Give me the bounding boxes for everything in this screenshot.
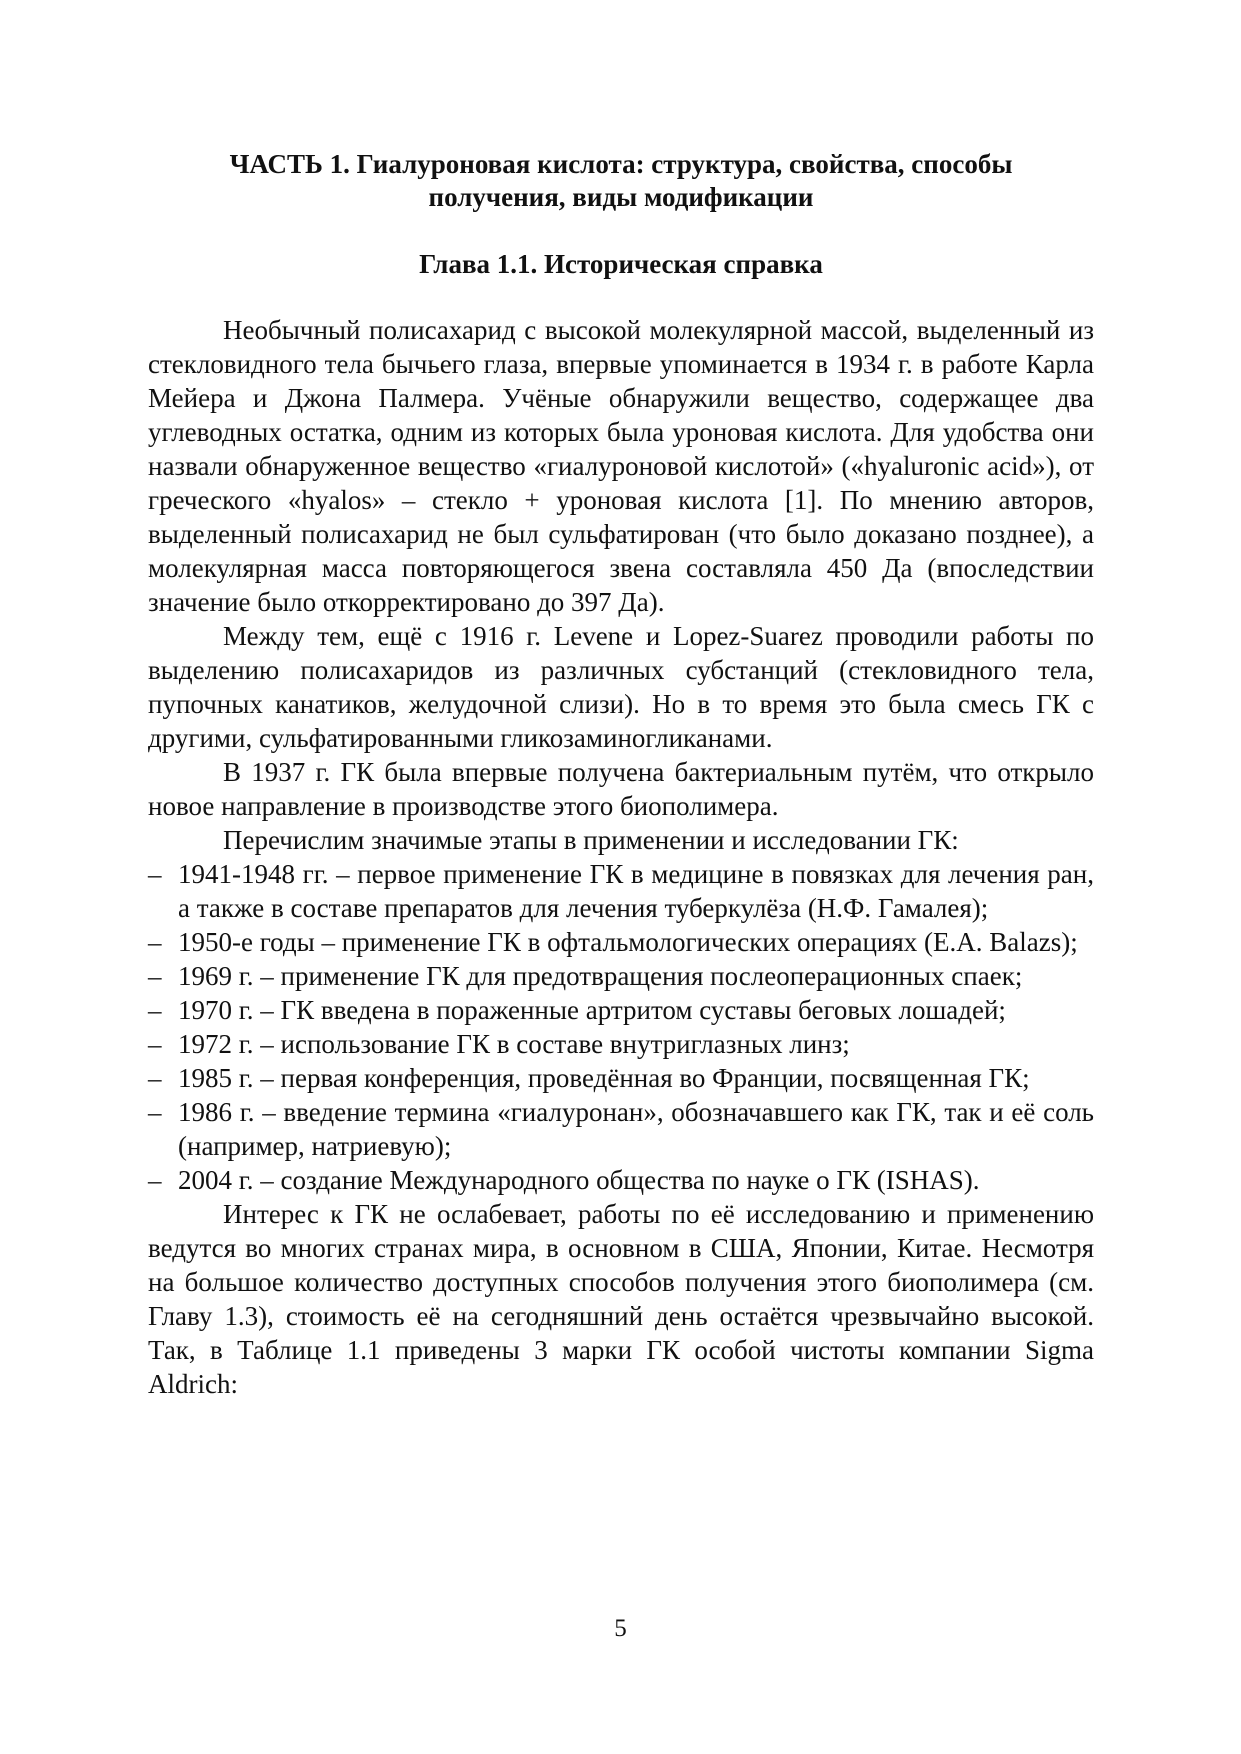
part-title-line-1: ЧАСТЬ 1. Гиалуроновая кислота: структура, свойства, способы (229, 149, 1013, 179)
list-dash: – (148, 1097, 162, 1127)
chapter-title: Глава 1.1. Историческая справка (419, 249, 823, 279)
list-item (148, 857, 1094, 925)
list-item (148, 925, 1094, 959)
list-item-text: 1970 г. – ГК введена в пораженные артритом суставы беговых лошадей; (178, 995, 1006, 1025)
page-number: 5 (614, 1615, 627, 1642)
list-item (148, 1061, 1094, 1095)
list-item (148, 1163, 1094, 1197)
list-item-text: 1969 г. – применение ГК для предотвращения послеоперационных спаек; (178, 961, 1023, 991)
list-item-text: 1950-е годы – применение ГК в офтальмологических операциях (E.A. Balazs); (178, 927, 1078, 957)
list-dash: – (148, 927, 162, 957)
closing-paragraph: Интерес к ГК не ослабевает, работы по её исследованию и применению ведутся во многих странах мира, в основном в США, Японии, Китае. Несмотря на большое количество доступных способов получения этого биополимера (см. Главу 1.3), стоимость её на сегодняшний день остаётся чрезвычайно высокой. Так, в Таблице 1.1 приведены 3 марки ГК особой чистоты компании Sigma Aldrich: (148, 1199, 1094, 1399)
paragraph-4: Перечислим значимые этапы в применении и исследовании ГК: (223, 825, 959, 855)
paragraph-1: Необычный полисахарид с высокой молекулярной массой, выделенный из стекловидного тела бычьего глаза, впервые упоминается в 1934 г. в работе Карла Мейера и Джона Палмера. Учёные обнаружили вещество, содержащее два углеводных остатка, одним из которых была уроновая кислота. Для удобства они назвали обнаруженное вещество «гиалуроновой кислотой» («hyaluronic acid»), от греческого «hyalos» – стекло + уроновая кислота [1]. По мнению авторов, выделенный полисахарид не был сульфатирован (что было доказано позднее), а молекулярная масса повторяющегося звена составляла 450 Да (впоследствии значение было откорректировано до 397 Да). (148, 315, 1094, 617)
paragraph-2: Между тем, ещё с 1916 г. Levene и Lopez-Suarez проводили работы по выделению полисахаридов из различных субстанций (стекловидного тела, пупочных канатиков, желудочной слизи). Но в то время это была смесь ГК с другими, сульфатированными гликозаминогликанами. (148, 621, 1094, 753)
list-item-text: 1985 г. – первая конференция, проведённая во Франции, посвященная ГК; (178, 1063, 1030, 1093)
list-dash: – (148, 1029, 162, 1059)
list-item (148, 1027, 1094, 1061)
list-item (148, 959, 1094, 993)
part-title (148, 148, 1094, 214)
part-title-line-2: получения, виды модификации (428, 182, 814, 212)
list-item-text: 1972 г. – использование ГК в составе внутриглазных линз; (178, 1029, 850, 1059)
list-item-text: 2004 г. – создание Международного общества по науке о ГК (ISHAS). (178, 1165, 980, 1195)
list-dash: – (148, 1165, 162, 1195)
page-content (148, 148, 1094, 1401)
list-item (148, 993, 1094, 1027)
list-dash: – (148, 859, 162, 889)
list-item-text: 1986 г. – введение термина «гиалуронан», обозначавшего как ГК, так и её соль (например, натриевую); (178, 1097, 1094, 1161)
list-dash: – (148, 1063, 162, 1093)
paragraph-3: В 1937 г. ГК была впервые получена бактериальным путём, что открыло новое направление в производстве этого биополимера. (148, 757, 1094, 821)
list-dash: – (148, 995, 162, 1025)
list-item-text: 1941-1948 гг. – первое применение ГК в медицине в повязках для лечения ран, а также в составе препаратов для лечения туберкулёза (Н.Ф. Гамалея); (178, 859, 1094, 923)
milestones-list (148, 857, 1094, 1197)
list-dash: – (148, 961, 162, 991)
list-item (148, 1095, 1094, 1163)
